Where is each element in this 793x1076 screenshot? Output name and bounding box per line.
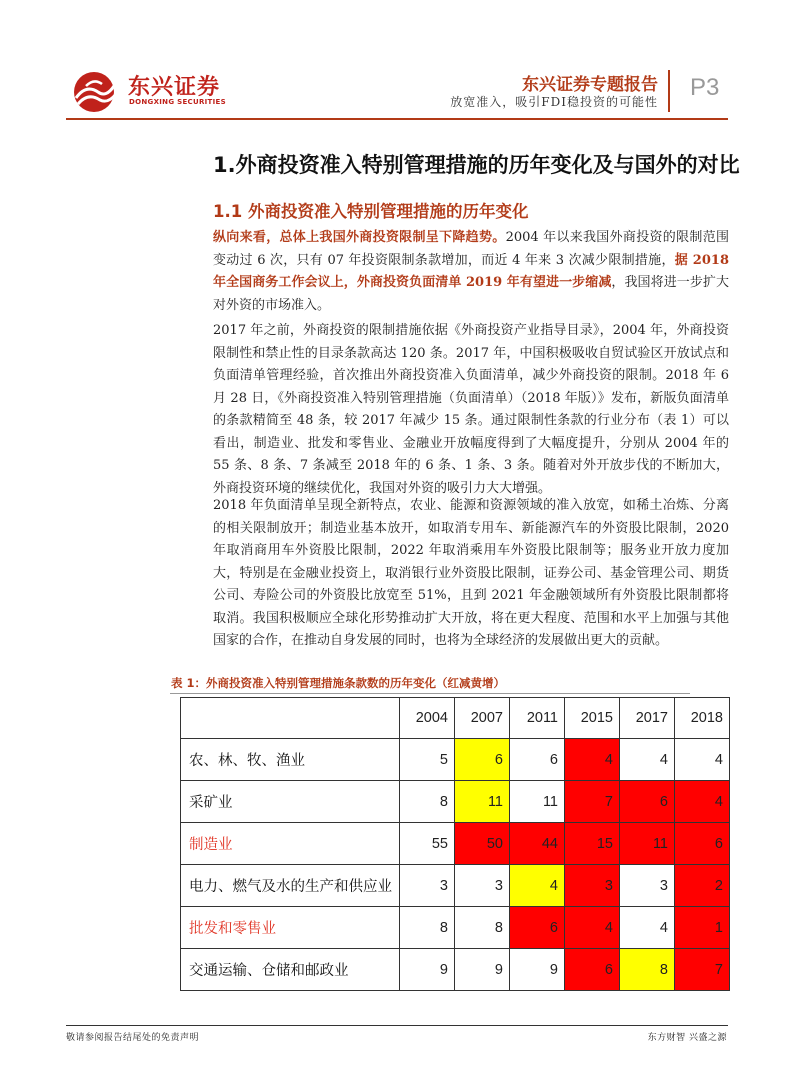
table-cell: 55 — [400, 823, 455, 865]
paragraph-3: 2018 年负面清单呈现全新特点，农业、能源和资源领域的准入放宽，如稀土冶炼、分离的相关限制放开；制造业基本放开，如取消专用车、新能源汽车的外资股比限制，2020 年取消商用车外资股比限制，2022 年取消乘用车外资股比限制等；服务业开放力度加大，特别是在金融业投资上，取消银行业外资股比限制，证券公司、基金管理公司、期货公司、寿险公司的外资股比放宽至 51%，且到 2021 年金融领域所有外资股比限制都将取消。我国积极顺应全球化形势推动扩大开放，将在更大程度、范围和水平上加强与其他国家的合作，在推动自身发展的同时，也将为全球经济的发展做出更大的贡献。 — [213, 498, 729, 648]
table-cell: 6 — [510, 907, 565, 949]
table-cell: 4 — [510, 865, 565, 907]
report-title: 东兴证券专题报告 — [522, 75, 658, 95]
table-row — [181, 781, 730, 823]
year-header: 2017 — [620, 698, 675, 739]
year-header: 2007 — [455, 698, 510, 739]
table-header-row — [181, 698, 730, 739]
table-cell: 8 — [400, 781, 455, 823]
row-label: 交通运输、仓储和邮政业 — [181, 949, 400, 991]
table-cell: 7 — [565, 781, 620, 823]
p1-text: 2004 年以来我国外商投资的限制范围变动过 6 次，只有 07 年投资限制条款增加，而近 4 年来 3 次减少限制措施， — [213, 230, 729, 268]
table-cell: 4 — [675, 739, 730, 781]
table-cell: 4 — [565, 739, 620, 781]
footer-rule — [66, 1025, 728, 1026]
table-cell: 4 — [565, 907, 620, 949]
table-cell: 3 — [455, 865, 510, 907]
table-title-rule — [170, 693, 690, 694]
row-label: 批发和零售业 — [181, 907, 400, 949]
table-cell: 3 — [565, 865, 620, 907]
table-cell: 8 — [620, 949, 675, 991]
header-rule — [66, 118, 728, 120]
logo-subtitle: DONGXING SECURITIES — [129, 98, 226, 106]
restriction-table — [180, 697, 730, 991]
footer-slogan: 东方财智 兴盛之源 — [647, 1033, 727, 1043]
table-row — [181, 823, 730, 865]
table-cell: 11 — [455, 781, 510, 823]
section-heading: 1.外商投资准入特别管理措施的历年变化及与国外的对比 — [213, 153, 740, 177]
table-cell: 11 — [510, 781, 565, 823]
table-cell: 44 — [510, 823, 565, 865]
table-cell: 8 — [455, 907, 510, 949]
table-cell: 9 — [510, 949, 565, 991]
table-cell: 4 — [620, 739, 675, 781]
table-cell: 1 — [675, 907, 730, 949]
dongxing-logo-icon — [66, 70, 126, 114]
page-header — [0, 0, 793, 125]
table-title: 表 1：外商投资准入特别管理措施条款数的历年变化（红减黄增） — [171, 676, 506, 690]
row-label: 制造业 — [181, 823, 400, 865]
table-cell: 3 — [400, 865, 455, 907]
row-label: 采矿业 — [181, 781, 400, 823]
year-header: 2011 — [510, 698, 565, 739]
table-cell: 7 — [675, 949, 730, 991]
report-subtitle: 放宽准入，吸引FDI稳投资的可能性 — [450, 95, 658, 109]
row-label: 农、林、牧、渔业 — [181, 739, 400, 781]
logo-name: 东兴证券 — [128, 75, 221, 100]
table-corner-cell — [181, 698, 400, 739]
table-cell: 3 — [620, 865, 675, 907]
year-header: 2015 — [565, 698, 620, 739]
table-cell: 50 — [455, 823, 510, 865]
table-row — [181, 907, 730, 949]
table-row — [181, 949, 730, 991]
table-cell: 4 — [620, 907, 675, 949]
table-row — [181, 865, 730, 907]
table-cell: 6 — [565, 949, 620, 991]
p1-text-end: ，我国将进一步扩大对外资的市场准入。 — [213, 275, 729, 313]
header-divider — [668, 70, 670, 112]
p1-highlight-forecast: 据 2018 年全国商务工作会议上，外商投资负面清单 2019 年有望进一步缩减 — [213, 252, 729, 290]
row-label: 电力、燃气及水的生产和供应业 — [181, 865, 400, 907]
paragraph-1 — [213, 227, 729, 317]
table-cell: 9 — [400, 949, 455, 991]
year-header: 2004 — [400, 698, 455, 739]
table-cell: 2 — [675, 865, 730, 907]
table-row — [181, 739, 730, 781]
table-cell: 4 — [675, 781, 730, 823]
table-cell: 6 — [620, 781, 675, 823]
table-cell: 11 — [620, 823, 675, 865]
table-cell: 15 — [565, 823, 620, 865]
footer-disclaimer: 敬请参阅报告结尾处的免责声明 — [66, 1033, 200, 1043]
subsection-heading: 1.1 外商投资准入特别管理措施的历年变化 — [213, 202, 529, 221]
table-cell: 6 — [510, 739, 565, 781]
page-number: P3 — [690, 74, 720, 101]
table-cell: 6 — [675, 823, 730, 865]
table-cell: 6 — [455, 739, 510, 781]
table-cell: 9 — [455, 949, 510, 991]
table-cell: 5 — [400, 739, 455, 781]
year-header: 2018 — [675, 698, 730, 739]
paragraph-2: 2017 年之前，外商投资的限制措施依据《外商投资产业指导目录》，2004 年，外商投资限制性和禁止性的目录条款高达 120 条。2017 年，中国积极吸收自贸试验区开放试点和负面清单管理经验，首次推出外商投资准入负面清单，减少外商投资的限制。2018 年 6 月 28 日，《外商投资准入特别管理措施（负面清单）（2018 年版）》发布，新版负面清单的条款精简至 48 条，较 2017 年减少 15 条。通过限制性条款的行业分布（表 1）可以看出，制造业、批发和零售业、金融业开放幅度得到了大幅度提升，分别从 2004 年的 55 条、8 条、7 条减至 2018 年的 6 条、1 条、3 条。随着对外开放步伐的不断加大，外商投资环境的继续优化，我国对外资的吸引力大大增强。 — [213, 323, 729, 496]
table-cell: 8 — [400, 907, 455, 949]
p1-highlight-lead: 纵向来看，总体上我国外商投资限制呈下降趋势。 — [213, 230, 506, 245]
